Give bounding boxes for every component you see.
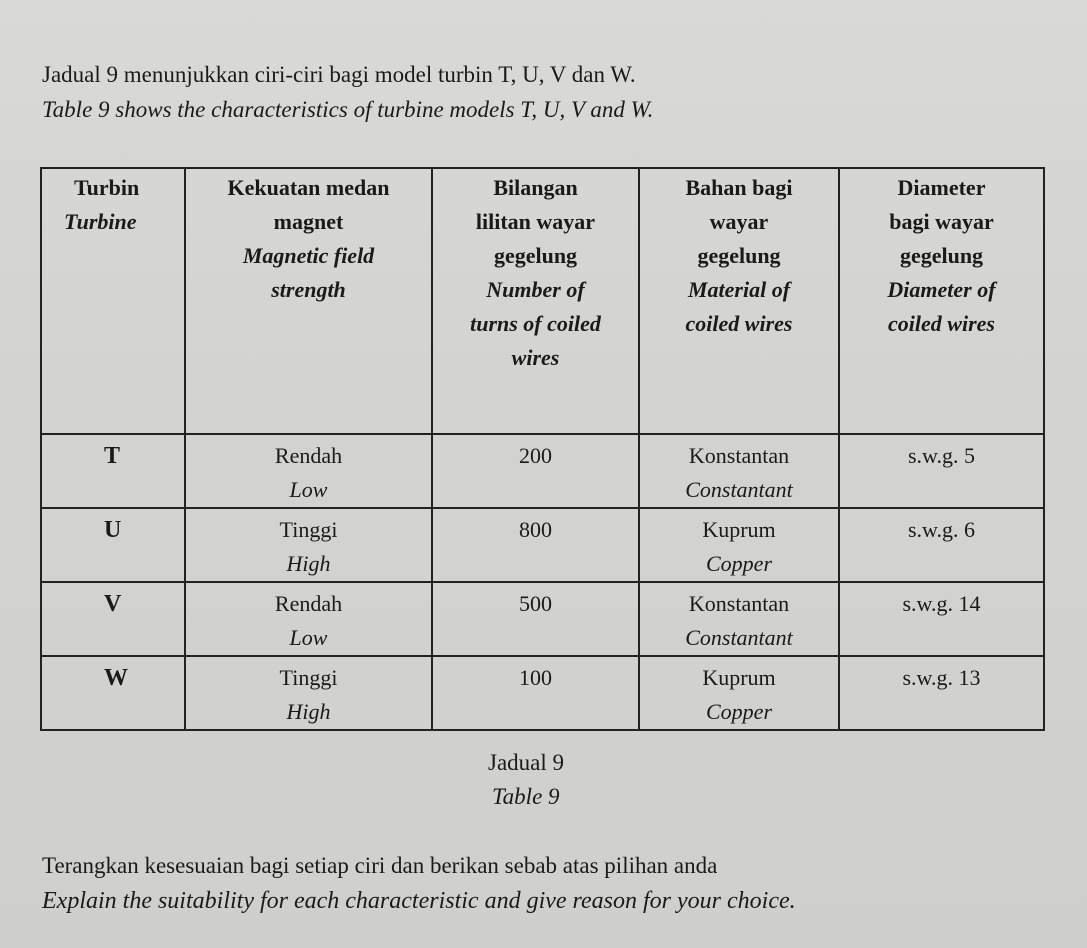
- cell-material-v-english: Constantant: [685, 625, 793, 650]
- cell-material-t-english: Constantant: [685, 477, 793, 502]
- table-row-u: [41, 508, 1044, 582]
- cell-field-v-english: Low: [289, 625, 328, 650]
- turbine-characteristics-table: [40, 167, 1043, 724]
- instruction-text-malay: Terangkan kesesuaian bagi setiap ciri dan berikan sebab atas pilihan anda: [42, 853, 718, 878]
- cell-field-v: [185, 582, 432, 656]
- header-material-malay-3: gegelung: [697, 243, 781, 268]
- header-material-english-1: Material of: [687, 277, 791, 302]
- header-turbine: [41, 168, 185, 434]
- cell-turbine-t: T: [41, 434, 185, 508]
- header-field-english-2: strength: [271, 277, 346, 302]
- table-row-w: [41, 656, 1044, 730]
- cell-field-t-english: Low: [289, 477, 328, 502]
- header-diameter-english-1: Diameter of: [887, 277, 996, 302]
- cell-diameter-t: s.w.g. 5: [839, 434, 1044, 508]
- cell-turns-t: 200: [432, 434, 639, 508]
- header-turns-english-3: wires: [511, 345, 560, 370]
- header-number-of-turns: [432, 168, 639, 434]
- cell-diameter-v: s.w.g. 14: [839, 582, 1044, 656]
- cell-field-t-malay: Rendah: [274, 443, 343, 468]
- cell-field-t: [185, 434, 432, 508]
- cell-field-v-malay: Rendah: [274, 591, 343, 616]
- cell-material-w: [639, 656, 839, 730]
- cell-material-u-english: Copper: [706, 551, 772, 576]
- cell-diameter-u: s.w.g. 6: [839, 508, 1044, 582]
- header-diameter-malay-3: gegelung: [899, 243, 984, 268]
- cell-diameter-w: s.w.g. 13: [839, 656, 1044, 730]
- header-field-malay-1: Kekuatan medan: [227, 175, 390, 200]
- cell-turbine-u: U: [41, 508, 185, 582]
- header-magnetic-field: [185, 168, 432, 434]
- cell-material-w-english: Copper: [706, 699, 772, 724]
- cell-turbine-w: W: [41, 656, 185, 730]
- table-row-v: [41, 582, 1044, 656]
- header-material: [639, 168, 839, 434]
- header-diameter-malay-1: Diameter: [897, 175, 986, 200]
- header-turbine-english: Turbine: [64, 209, 137, 234]
- cell-material-t: [639, 434, 839, 508]
- header-material-english-2: coiled wires: [685, 311, 793, 336]
- header-material-malay-2: wayar: [709, 209, 769, 234]
- header-field-malay-2: magnet: [273, 209, 344, 234]
- header-turns-english-1: Number of: [486, 277, 585, 302]
- table-caption-english: Table 9: [492, 784, 560, 809]
- cell-material-v-malay: Konstantan: [688, 591, 790, 616]
- header-turns-malay-3: gegelung: [493, 243, 578, 268]
- instruction-text-english: Explain the suitability for each characteristic and give reason for your choice.: [42, 888, 796, 914]
- cell-field-u: [185, 508, 432, 582]
- header-diameter-malay-2: bagi wayar: [889, 209, 994, 234]
- cell-field-w: [185, 656, 432, 730]
- intro-text-english: Table 9 shows the characteristics of turbine models T, U, V and W.: [42, 97, 654, 122]
- cell-material-u: [639, 508, 839, 582]
- header-turns-english-2: turns of coiled: [470, 311, 601, 336]
- cell-turbine-v: V: [41, 582, 185, 656]
- cell-material-w-malay: Kuprum: [702, 665, 776, 690]
- header-turns-malay-1: Bilangan: [493, 175, 578, 200]
- cell-turns-u: 800: [432, 508, 639, 582]
- header-field-english-1: Magnetic field: [242, 243, 375, 268]
- table-header-row: [41, 168, 1044, 434]
- header-material-malay-1: Bahan bagi: [685, 175, 793, 200]
- header-diameter-english-2: coiled wires: [888, 311, 995, 336]
- cell-material-t-malay: Konstantan: [688, 443, 790, 468]
- cell-material-u-malay: Kuprum: [702, 517, 776, 542]
- cell-field-w-malay: Tinggi: [279, 665, 338, 690]
- header-diameter: [839, 168, 1044, 434]
- cell-field-u-english: High: [286, 551, 331, 576]
- header-turns-malay-2: lilitan wayar: [475, 209, 596, 234]
- intro-text-malay: Jadual 9 menunjukkan ciri-ciri bagi model turbin T, U, V dan W.: [42, 62, 636, 87]
- cell-field-w-english: High: [286, 699, 331, 724]
- table-caption-malay: Jadual 9: [488, 750, 565, 775]
- cell-field-u-malay: Tinggi: [279, 517, 338, 542]
- cell-material-v: [639, 582, 839, 656]
- header-turbine-malay: Turbin: [74, 175, 140, 200]
- cell-turns-w: 100: [432, 656, 639, 730]
- cell-turns-v: 500: [432, 582, 639, 656]
- table-row-t: [41, 434, 1044, 508]
